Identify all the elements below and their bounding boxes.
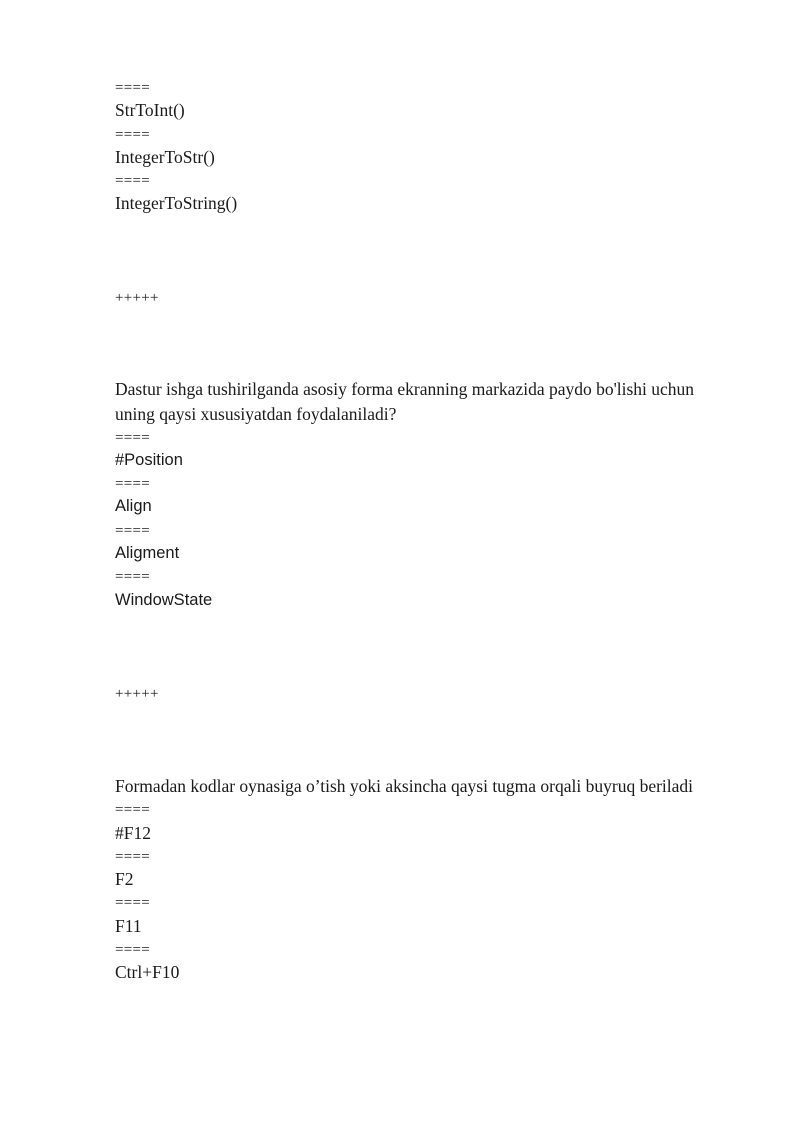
- separator: ====: [115, 476, 151, 492]
- answer-option: #F12: [115, 823, 151, 843]
- separator: ====: [115, 80, 151, 96]
- answer-option: Aligment: [115, 544, 180, 562]
- separator: ====: [115, 849, 151, 865]
- separator: ====: [115, 430, 151, 446]
- question-text: Dastur ishga tushirilganda asosiy forma ekranning markazida paydo bo'lishi uchun: [115, 379, 695, 399]
- question-divider: +++++: [115, 686, 159, 702]
- answer-option: Ctrl+F10: [115, 962, 180, 982]
- separator: ====: [115, 127, 151, 143]
- separator: ====: [115, 942, 151, 958]
- separator: ====: [115, 895, 151, 911]
- answer-option: StrToInt(): [115, 100, 185, 120]
- separator: ====: [115, 173, 151, 189]
- separator: ====: [115, 569, 151, 585]
- question-divider: +++++: [115, 290, 159, 306]
- separator: ====: [115, 802, 151, 818]
- answer-option: F2: [115, 869, 134, 889]
- answer-option: IntegerToStr(): [115, 147, 215, 167]
- answer-option: F11: [115, 916, 142, 936]
- question-text: Formadan kodlar oynasiga o’tish yoki aksincha qaysi tugma orqali buyruq beriladi: [115, 776, 694, 796]
- question-text: uning qaysi xususiyatdan foydalaniladi?: [115, 404, 397, 424]
- separator: ====: [115, 523, 151, 539]
- answer-option: IntegerToString(): [115, 193, 238, 213]
- answer-option: WindowState: [115, 591, 213, 609]
- answer-option: #Position: [115, 451, 183, 469]
- answer-option: Align: [115, 497, 152, 515]
